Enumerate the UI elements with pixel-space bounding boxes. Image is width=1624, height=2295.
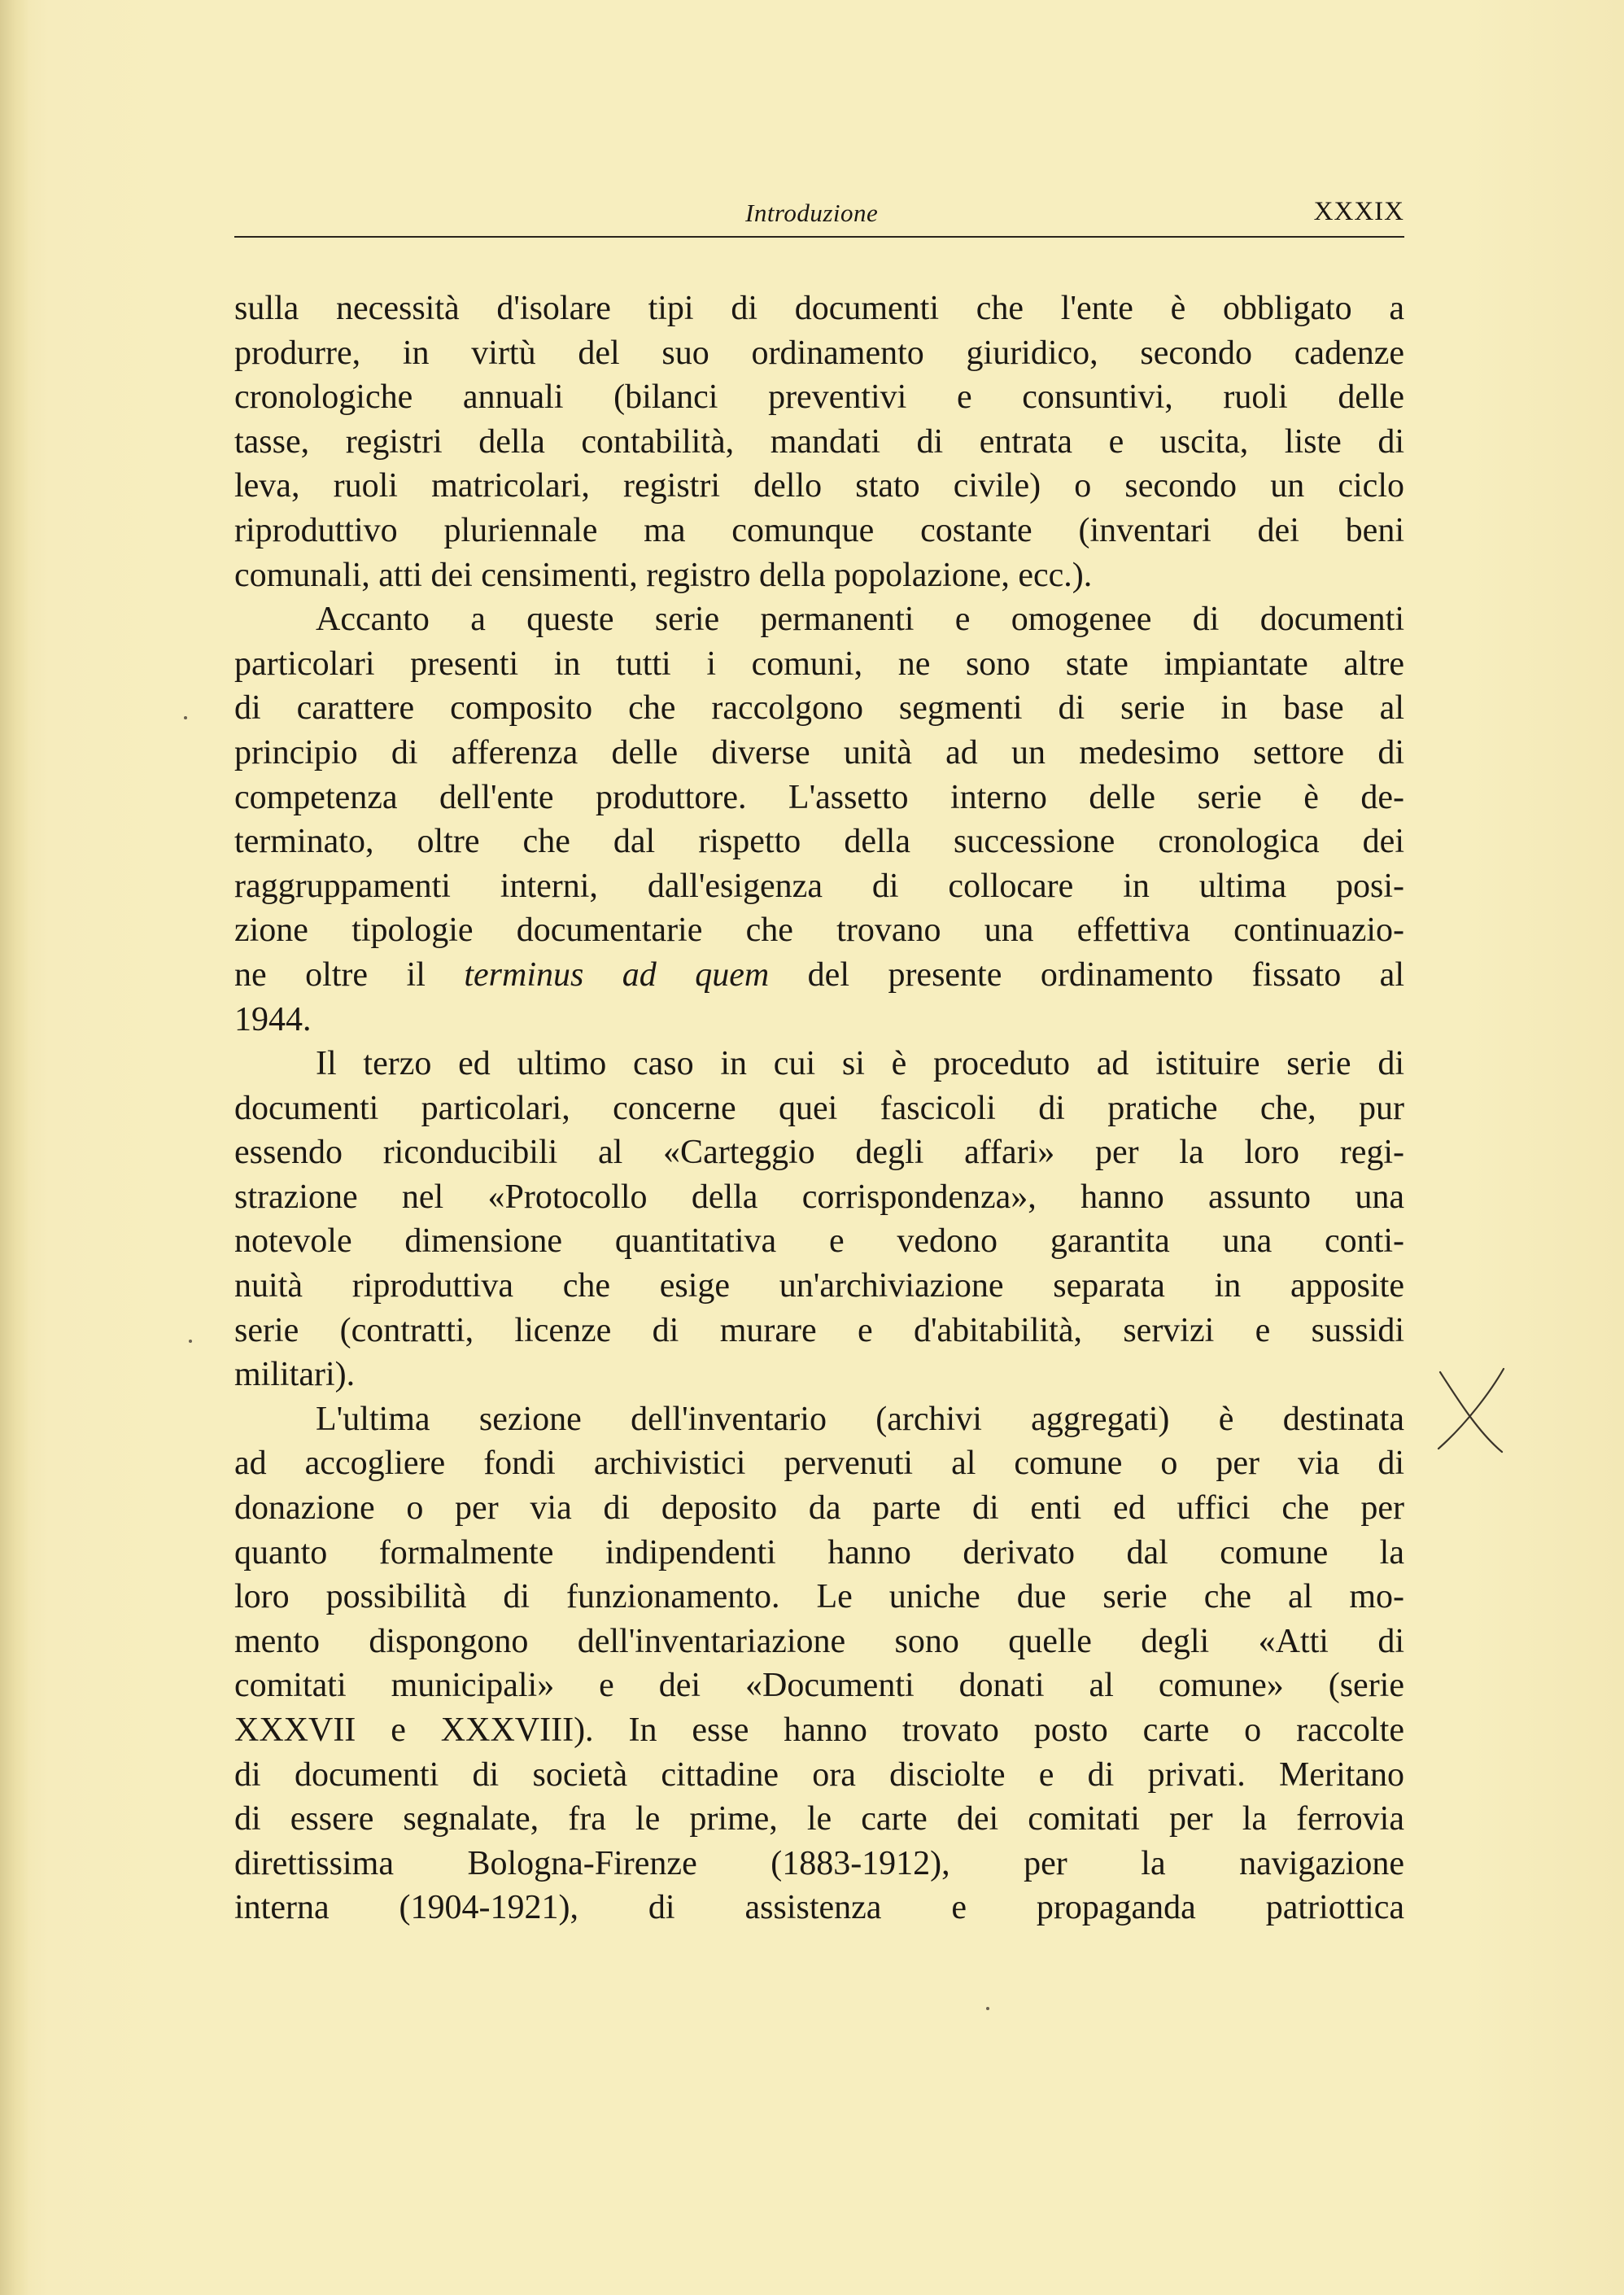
- text-segment: mento dispongono dell'inventariazione sono quelle degli «Atti di: [234, 1622, 1404, 1660]
- header-rule: [234, 236, 1404, 238]
- text-line: [234, 686, 1404, 731]
- text-segment: 1944.: [234, 1000, 312, 1038]
- text-line: [234, 1486, 1404, 1531]
- text-line: [234, 1842, 1404, 1886]
- text-line: [234, 1441, 1404, 1486]
- running-head: [234, 195, 1404, 236]
- text-segment: particolari presenti in tutti i comuni, ne sono state impiantate altre: [234, 645, 1404, 683]
- text-segment: militari).: [234, 1356, 356, 1394]
- text-segment: principio di afferenza delle diverse unità ad un medesimo settore di: [234, 733, 1404, 772]
- text-line: [234, 1663, 1404, 1708]
- text-segment: L'ultima sezione dell'inventario (archivi aggregati) è destinata: [316, 1400, 1404, 1438]
- text-line: [234, 1575, 1404, 1620]
- text-segment: interna (1904-1921), di assistenza e propaganda patriottica: [234, 1889, 1404, 1927]
- body-text: [234, 286, 1404, 1930]
- text-segment: strazione nel «Protocollo della corrispondenza», hanno assunto una: [234, 1178, 1404, 1216]
- text-line: [234, 509, 1404, 553]
- page-number: XXXIX: [1313, 197, 1404, 226]
- text-segment: produrre, in virtù del suo ordinamento giuridico, secondo cadenze: [234, 334, 1404, 372]
- text-segment: terminato, oltre che dal rispetto della successione cronologica dei: [234, 823, 1404, 861]
- text-segment: Il terzo ed ultimo caso in cui si è proceduto ad istituire serie di: [316, 1045, 1404, 1083]
- text-segment: Accanto a queste serie permanenti e omogenee di documenti: [316, 601, 1404, 639]
- text-segment: XXXVII e XXXVIII). In esse hanno trovato posto carte o raccolte: [234, 1711, 1404, 1749]
- text-line: [234, 331, 1404, 376]
- text-segment: essendo riconducibili al «Carteggio degli affari» per la loro regi-: [234, 1134, 1404, 1172]
- text-segment: del presente ordinamento fissato al: [769, 955, 1404, 994]
- speck: [986, 2007, 989, 2010]
- text-line: [234, 1397, 1404, 1442]
- text-line: [234, 1130, 1404, 1175]
- handwritten-x-mark: [1434, 1367, 1507, 1457]
- text-segment: raggruppamenti interni, dall'esigenza di collocare in ultima posi-: [234, 867, 1404, 905]
- text-line: [234, 864, 1404, 909]
- text-line: [234, 1353, 1404, 1397]
- text-segment: loro possibilità di funzionamento. Le uniche due serie che al mo-: [234, 1578, 1404, 1616]
- text-line: [234, 1886, 1404, 1930]
- text-line: [234, 1797, 1404, 1842]
- text-line: [234, 1753, 1404, 1798]
- text-line: [234, 1264, 1404, 1309]
- text-segment: ne oltre il: [234, 955, 465, 994]
- text-segment: di documenti di società cittadine ora disciolte e di privati. Meritano: [234, 1755, 1404, 1794]
- italic-phrase: terminus ad quem: [464, 955, 770, 994]
- spine-shadow: [0, 0, 29, 2295]
- text-segment: tasse, registri della contabilità, mandati di entrata e uscita, liste di: [234, 422, 1404, 461]
- text-line: [234, 597, 1404, 642]
- text-line: [234, 1042, 1404, 1086]
- text-segment: comunali, atti dei censimenti, registro della popolazione, ecc.).: [234, 556, 1093, 594]
- text-line: [234, 375, 1404, 420]
- text-segment: documenti particolari, concerne quei fascicoli di pratiche che, pur: [234, 1089, 1404, 1127]
- text-segment: leva, ruoli matricolari, registri dello stato civile) o secondo un ciclo: [234, 467, 1404, 505]
- text-segment: quanto formalmente indipendenti hanno derivato dal comune la: [234, 1533, 1404, 1572]
- text-segment: nuità riproduttiva che esige un'archiviazione separata in apposite: [234, 1267, 1404, 1305]
- speck: [189, 1340, 192, 1343]
- text-segment: sulla necessità d'isolare tipi di documenti che l'ente è obbligato a: [234, 290, 1404, 327]
- text-segment: cronologiche annuali (bilanci preventivi e consuntivi, ruoli delle: [234, 378, 1404, 417]
- text-segment: di essere segnalate, fra le prime, le carte dei comitati per la ferrovia: [234, 1800, 1404, 1838]
- text-line: [234, 286, 1404, 331]
- text-line: [234, 464, 1404, 509]
- text-line: [234, 1219, 1404, 1264]
- running-title: Introduzione: [745, 199, 879, 227]
- text-line: [234, 776, 1404, 820]
- text-line: [234, 1086, 1404, 1131]
- text-segment: riproduttivo pluriennale ma comunque costante (inventari dei beni: [234, 511, 1404, 549]
- text-segment: notevole dimensione quantitativa e vedono garantita una conti-: [234, 1222, 1404, 1261]
- text-line: [234, 820, 1404, 864]
- text-line: [234, 553, 1404, 598]
- text-segment: serie (contratti, licenze di murare e d'abitabilità, servizi e sussidi: [234, 1311, 1404, 1349]
- text-line: [234, 1620, 1404, 1664]
- text-line: [234, 1309, 1404, 1353]
- text-line: [234, 908, 1404, 953]
- text-segment: zione tipologie documentarie che trovano una effettiva continuazio-: [234, 911, 1404, 950]
- text-line: [234, 953, 1404, 998]
- text-segment: competenza dell'ente produttore. L'assetto interno delle serie è de-: [234, 778, 1404, 816]
- text-line: [234, 998, 1404, 1043]
- text-line: [234, 1531, 1404, 1576]
- speck: [184, 716, 187, 719]
- text-line: [234, 1708, 1404, 1753]
- text-segment: ad accogliere fondi archivistici pervenuti al comune o per via di: [234, 1445, 1404, 1483]
- text-segment: comitati municipali» e dei «Documenti donati al comune» (serie: [234, 1667, 1404, 1705]
- text-line: [234, 642, 1404, 687]
- text-line: [234, 1175, 1404, 1220]
- text-segment: di carattere composito che raccolgono segmenti di serie in base al: [234, 689, 1404, 728]
- text-line: [234, 731, 1404, 776]
- text-segment: direttissima Bologna-Firenze (1883-1912), per la navigazione: [234, 1844, 1404, 1882]
- text-segment: donazione o per via di deposito da parte di enti ed uffici che per: [234, 1489, 1404, 1528]
- text-line: [234, 420, 1404, 465]
